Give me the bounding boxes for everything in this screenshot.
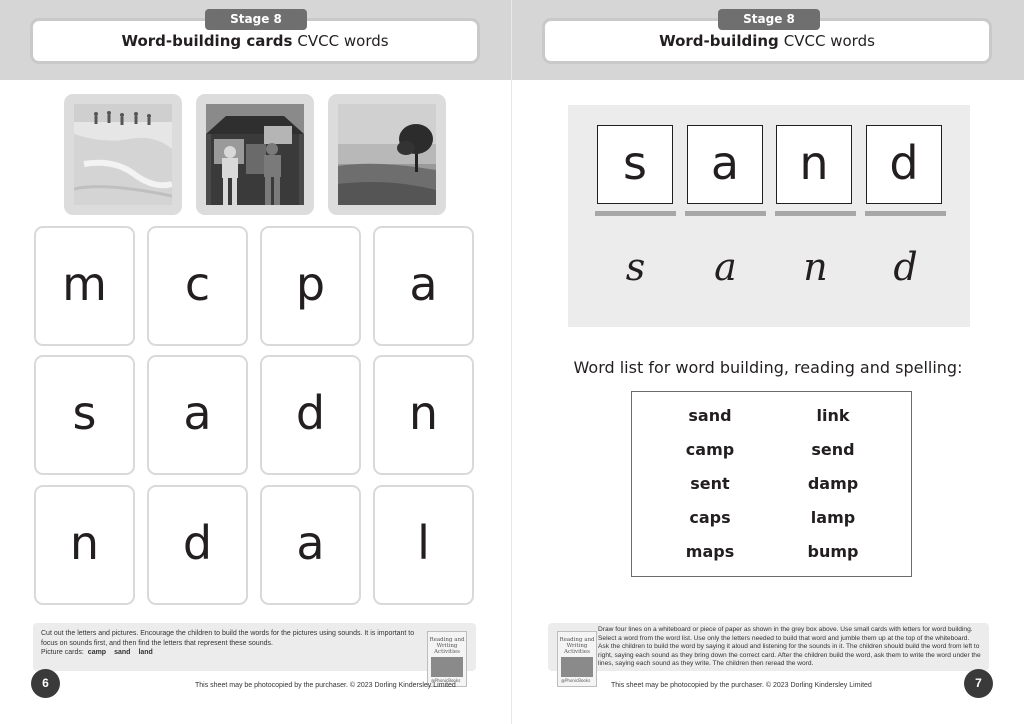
writing-line [595,211,676,216]
book-cover-thumbnail [427,631,467,687]
word-list-item: caps [689,508,731,527]
letter-card: s [34,355,135,475]
letter-card: n [34,485,135,605]
copyright-footer: This sheet may be photocopied by the purchaser. © 2023 Dorling Kindersley Limited [611,682,872,689]
word-list-item: camp [685,440,735,459]
written-letter: s [625,245,646,289]
letter-box: d [866,125,942,204]
picture-card-word: sand [114,649,131,656]
beach-children-photo [74,104,172,205]
word-list-item: lamp [810,508,856,527]
title-rest: CVCC words [297,32,389,50]
word-list-box [631,391,912,577]
letter-card: d [260,355,361,475]
picture-card-camping [196,94,314,215]
word-list-item: damp [807,474,859,493]
word-list-item: sent [690,474,730,493]
letter-card: a [147,355,248,475]
picture-card-beach [64,94,182,215]
book-title: Reading and Writing Activities [559,637,595,655]
title-bold: Word-building cards [121,32,293,50]
letter-card: c [147,226,248,346]
right-page [512,0,1024,724]
stage-tab: Stage 8 [718,9,820,30]
page-number: 7 [964,669,993,698]
written-letter: n [803,245,828,289]
note-text: Draw four lines on a whiteboard or piece of paper as shown in the grey box above. Use small cards with letters for word building. Select a word from the word list. Use only the letters needed to build that word and jumble them up at the top of the whiteboard. Ask the children to build the word by saying it aloud and listening for the sounds in it. The children should build the word from left to right, saying each sound as they bring down the correct card. After the children build the word, ask them to write the word under the lines, saying each sound as they write. The children then reread the word. [598,626,981,668]
letter-card: l [373,485,474,605]
word-list-item: bump [807,542,859,561]
tree-landscape-photo [338,104,436,205]
letter-card: p [260,226,361,346]
letter-card: a [260,485,361,605]
letter-box: s [597,125,673,204]
picture-card-word: land [138,649,153,656]
written-letter: d [893,245,918,289]
writing-line [865,211,946,216]
writing-line [775,211,856,216]
writing-line [685,211,766,216]
title-bold: Word-building [659,32,779,50]
book-cover-image [561,657,593,677]
picture-card-land [328,94,446,215]
teacher-note [33,623,476,671]
letter-card: n [373,355,474,475]
word-list-item: maps [685,542,735,561]
title-rest: CVCC words [783,32,875,50]
whiteboard-example [568,105,970,327]
book-logo: @PhonicBooks [431,678,461,683]
letter-box: a [687,125,763,204]
stage-tab: Stage 8 [205,9,307,30]
letter-card: a [373,226,474,346]
letter-box: n [776,125,852,204]
camping-car-boot-photo [206,104,304,205]
teacher-note [548,623,989,671]
book-cover-thumbnail [557,631,597,687]
letter-card: m [34,226,135,346]
book-logo: @PhonicBooks [561,678,591,683]
copyright-footer: This sheet may be photocopied by the purchaser. © 2023 Dorling Kindersley Limited [195,682,456,689]
book-cover-image [431,657,463,677]
picture-card-word: camp [87,649,107,656]
picture-cards-label: Picture cards: [41,649,84,656]
word-list-item: link [816,406,850,425]
note-text: Cut out the letters and pictures. Encourage the children to build the words for the pictures using sounds. It is important to focus on sounds first, and then find the letters that represent these sounds. [41,630,415,647]
page-number: 6 [31,669,60,698]
word-list-item: sand [688,406,732,425]
word-list-item: send [811,440,855,459]
word-list-heading: Word list for word building, reading and spelling: [573,358,963,377]
letter-card: d [147,485,248,605]
written-letter: a [714,245,737,289]
book-title: Reading and Writing Activities [429,637,465,655]
picture-cards-line [41,648,416,658]
